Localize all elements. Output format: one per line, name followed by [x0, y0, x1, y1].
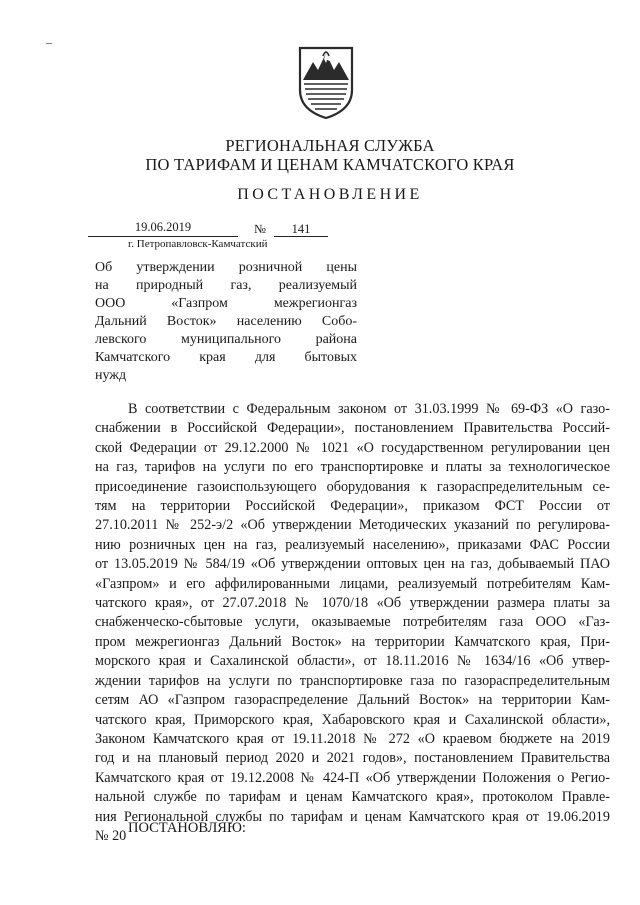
body-line: сетям АО «Газпром газораспределение Дальний Восток» на территории Кам- [95, 692, 610, 709]
body-line: от 13.05.2019 № 584/19 «Об утверждении оптовых цен на газ, добываемый ПАО [95, 556, 610, 573]
body-line: 27.10.2011 № 252-э/2 «Об утверждении Методических указаний по регулирова- [95, 517, 610, 534]
body-line: В соответствии с Федеральным законом от 31.03.1999 № 69-ФЗ «О газо- [128, 401, 610, 417]
body-line: ния Региональной службы по тарифам и ценам Камчатского края от 19.06.2019 [95, 808, 610, 825]
body-line: Камчатского края от 19.12.2008 № 424-П «Об утверждении Положения о Регио- [95, 769, 610, 786]
document-subject [95, 259, 357, 385]
agency-name [110, 136, 550, 174]
body-line: нальной службе по тарифам и ценам Камчатского края», протоколом Правле- [95, 789, 610, 806]
body-line: нию розничных цен на газ, реализуемый населению», приказами ФАС России [95, 536, 610, 553]
date-field [88, 222, 238, 237]
subject-line: Дальний Восток» населению Собо- [95, 314, 357, 329]
number-sign: № [254, 222, 266, 236]
margin-mark [46, 43, 52, 44]
subject-line: нужд [95, 368, 127, 383]
body-line: ждении тарифов на услуги по транспортировке газа по газораспределительным [95, 672, 610, 689]
document-city: г. Петропавловск-Камчатский [128, 238, 268, 250]
subject-line: Камчатского края для бытовых [95, 350, 357, 365]
body-line: снабжении в Российской Федерации», постановлением Правительства Россий- [95, 420, 610, 437]
preamble-paragraph [95, 400, 610, 846]
body-line: ской Федерации от 29.12.2000 № 1021 «О государственном регулировании цен [95, 439, 610, 456]
body-line: № 20 [95, 827, 127, 844]
subject-line: Об утверждении розничной цены [95, 260, 357, 275]
body-line: пром межрегионгаз Дальний Восток» на территории Камчатского края, При- [95, 633, 610, 650]
subject-line: ООО «Газпром межрегионгаз [95, 296, 357, 311]
subject-line: на природный газ, реализуемый [95, 278, 357, 293]
document-number: 141 [274, 222, 328, 237]
body-line: год и на плановый период 2020 и 2021 годов», постановлением Правительства [95, 750, 610, 767]
body-line: присоединение газоиспользующего оборудования к газораспределительным се- [95, 478, 610, 495]
body-line: морского края и Сахалинской области», от 18.11.2016 № 1634/16 «Об утвер- [95, 653, 610, 670]
agency-line-2: ПО ТАРИФАМ И ЦЕНАМ КАМЧАТСКОГО КРАЯ [145, 155, 515, 174]
body-line: Законом Камчатского края от 19.11.2018 № 272 «О краевом бюджете на 2019 [95, 730, 610, 747]
kamchatka-coat-of-arms-icon [296, 44, 356, 120]
body-line: чатского края, Приморского края, Хабаровского края и Сахалинской области», [95, 711, 610, 728]
agency-line-1: РЕГИОНАЛЬНАЯ СЛУЖБА [225, 136, 435, 155]
body-line: «Газпром» и его аффилированными лицами, реализуемый потребителям Кам- [95, 575, 610, 592]
document-type-title: ПОСТАНОВЛЕНИЕ [237, 186, 423, 203]
subject-line: левского муниципального района [95, 332, 357, 347]
body-line: снабженческо-сбытовые услуги, оказываемые потребителям газа ООО «Газ- [95, 614, 610, 631]
document-date: 19.06.2019 [134, 220, 192, 234]
body-line: чатского края», от 27.07.2018 № 1070/18 «Об утверждении размера платы за [95, 595, 610, 612]
body-line: тям на территории Российской Федерации», приказом ФСТ России от [95, 498, 610, 515]
resolve-label: ПОСТАНОВЛЯЮ: [128, 820, 246, 836]
body-line: на газ, тарифов на услуги по его транспортировке и платы за технологическое [95, 459, 610, 476]
document-meta [88, 222, 348, 252]
